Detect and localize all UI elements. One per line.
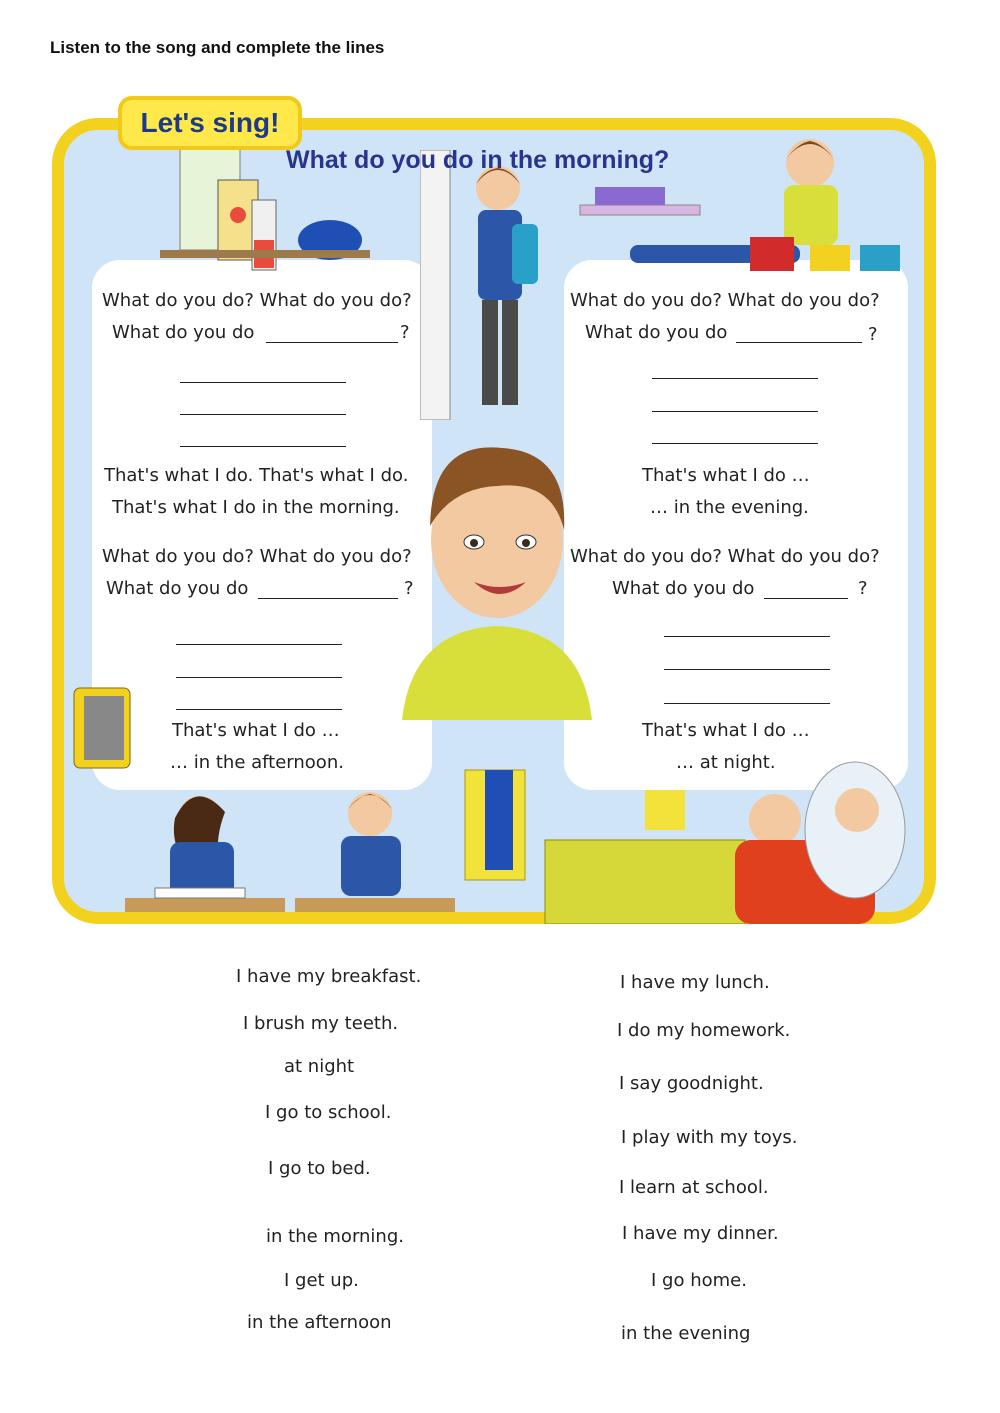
stanza-morning-end2: That's what I do in the morning. [112, 497, 400, 518]
stanza-night-line2: What do you do [612, 578, 755, 599]
blank-afternoon-question[interactable] [258, 598, 398, 599]
stanza-morning-line2: What do you do [112, 322, 255, 343]
word-bank-item: I have my lunch. [620, 972, 770, 993]
word-bank-item: I go to bed. [268, 1158, 371, 1179]
song-title: What do you do in the morning? [286, 146, 670, 174]
blank-afternoon-3[interactable] [176, 709, 342, 710]
stanza-afternoon-line2: What do you do [106, 578, 249, 599]
stanza-evening-end2: … in the evening. [650, 497, 809, 518]
instruction-text: Listen to the song and complete the lines [50, 38, 385, 57]
blank-night-question[interactable] [764, 598, 848, 599]
question-mark: ? [868, 324, 878, 345]
blank-night-2[interactable] [664, 669, 830, 670]
blank-afternoon-1[interactable] [176, 644, 342, 645]
lets-sing-banner: Let's sing! [118, 96, 302, 150]
stanza-afternoon-end2: … in the afternoon. [170, 752, 344, 773]
stanza-afternoon-line1: What do you do? What do you do? [102, 546, 412, 567]
blank-night-1[interactable] [664, 636, 830, 637]
question-mark: ? [404, 578, 414, 599]
children-doing-homework-illustration [125, 778, 465, 923]
word-bank-item: I have my dinner. [622, 1223, 779, 1244]
boy-going-to-school-illustration [420, 150, 550, 420]
bedtime-scene-illustration [455, 760, 920, 924]
word-bank-item: I go to school. [265, 1102, 392, 1123]
tv-set-illustration [68, 668, 148, 778]
question-mark: ? [400, 322, 410, 343]
word-bank-item: I do my homework. [617, 1020, 791, 1041]
word-bank-item: I say goodnight. [619, 1073, 764, 1094]
word-bank-item: in the morning. [266, 1226, 404, 1247]
blank-evening-question[interactable] [736, 342, 862, 343]
word-bank-item: I learn at school. [619, 1177, 769, 1198]
stanza-night-end2: … at night. [676, 752, 776, 773]
blank-night-3[interactable] [664, 703, 830, 704]
question-mark: ? [858, 578, 868, 599]
word-bank-item: in the evening [621, 1323, 751, 1344]
blank-evening-1[interactable] [652, 378, 818, 379]
word-bank-item: at night [284, 1056, 355, 1077]
blank-morning-1[interactable] [180, 382, 346, 383]
stanza-evening-end1: That's what I do … [642, 465, 810, 486]
stanza-afternoon-end1: That's what I do … [172, 720, 340, 741]
stanza-evening-line1: What do you do? What do you do? [570, 290, 880, 311]
word-bank-item: I get up. [284, 1270, 359, 1291]
blank-morning-2[interactable] [180, 414, 346, 415]
blank-morning-3[interactable] [180, 446, 346, 447]
stanza-evening-line2: What do you do [585, 322, 728, 343]
stanza-night-line1: What do you do? What do you do? [570, 546, 880, 567]
blank-afternoon-2[interactable] [176, 677, 342, 678]
word-bank-item: I play with my toys. [621, 1127, 798, 1148]
word-bank-item: I go home. [651, 1270, 747, 1291]
stanza-night-end1: That's what I do … [642, 720, 810, 741]
stanza-morning-line1: What do you do? What do you do? [102, 290, 412, 311]
blank-evening-3[interactable] [652, 443, 818, 444]
word-bank-item: I have my breakfast. [236, 966, 422, 987]
smiling-boy-portrait-illustration [392, 430, 602, 720]
blank-morning-question[interactable] [266, 342, 398, 343]
stanza-morning-end1: That's what I do. That's what I do. [104, 465, 409, 486]
word-bank-item: I brush my teeth. [243, 1013, 399, 1034]
blank-evening-2[interactable] [652, 411, 818, 412]
word-bank-item: in the afternoon [247, 1312, 392, 1333]
